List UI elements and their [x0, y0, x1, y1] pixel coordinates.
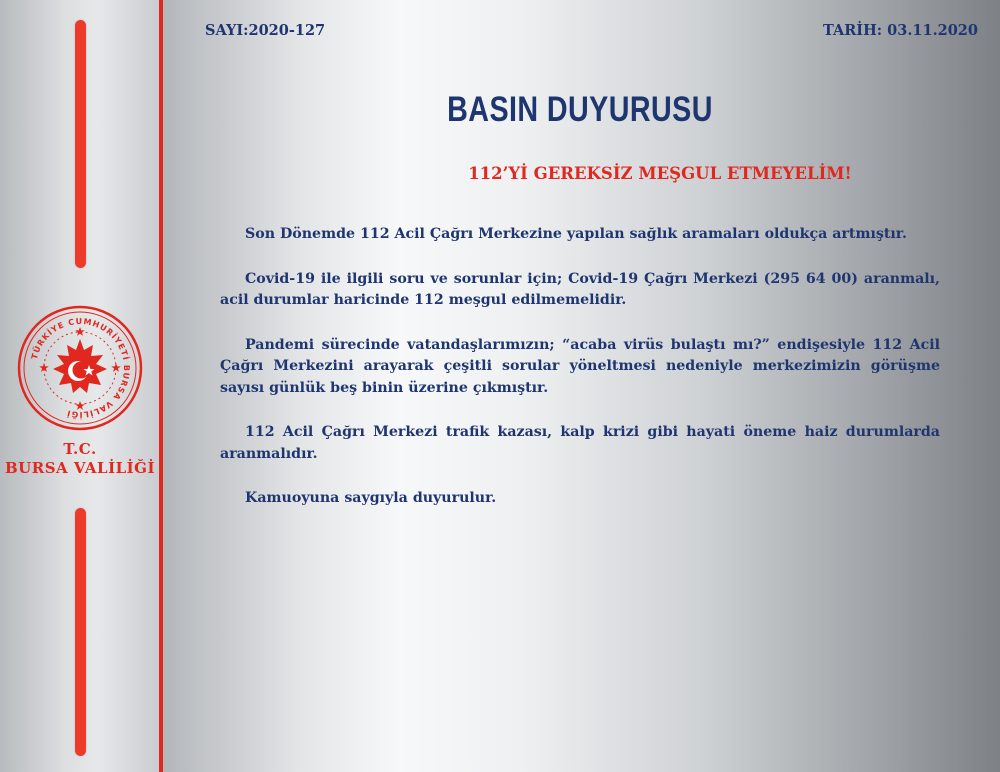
- paragraph: Covid-19 ile ilgili soru ve sorunlar için; Covid-19 Çağrı Merkezi (295 64 00) aranmalı, acil durumlar haricinde 112 meşgul edilmemelidir.: [220, 270, 940, 308]
- page-title: BASIN DUYURUSU: [447, 90, 713, 129]
- paragraph: 112 Acil Çağrı Merkezi trafik kazası, kalp krizi gibi hayati öneme haiz durumlarda aranmalıdır.: [220, 424, 940, 462]
- sidebar-divider: [159, 0, 163, 772]
- paragraph: Pandemi sürecinde vatandaşlarımızın; “acaba virüs bulaştı mı?” endişesiyle 112 Acil Çağrı Merkezini arayarak çeşitli sorular yöneltmesi nedeniyle merkezimizin görüşme sayısı günlük beş binin üzerine çıkmıştır.: [220, 336, 940, 396]
- bursa-valiligi-emblem-icon: [17, 305, 143, 431]
- page-subtitle: 112’Yİ GEREKSİZ MEŞGUL ETMEYELİM!: [468, 164, 852, 183]
- svg-text:TÜRKİYE CUMHURİYETİ BURSA VALİ: TÜRKİYE CUMHURİYETİ BURSA VALİLİĞİ: [29, 316, 132, 420]
- org-line1: T.C.: [63, 440, 97, 458]
- document-number: SAYI:2020-127: [205, 22, 326, 39]
- sidebar-bottom-bar: [75, 508, 86, 756]
- document-body: [220, 224, 940, 533]
- sidebar-top-bar: [75, 20, 86, 268]
- sidebar: [0, 0, 160, 772]
- paragraph: Kamuoyuna saygıyla duyurulur.: [245, 490, 497, 506]
- paragraph: Son Dönemde 112 Acil Çağrı Merkezine yapılan sağlık aramaları oldukça artmıştır.: [245, 226, 907, 242]
- document-date: TARİH: 03.11.2020: [823, 22, 978, 39]
- org-name: BURSA VALİLİĞİ: [5, 459, 155, 477]
